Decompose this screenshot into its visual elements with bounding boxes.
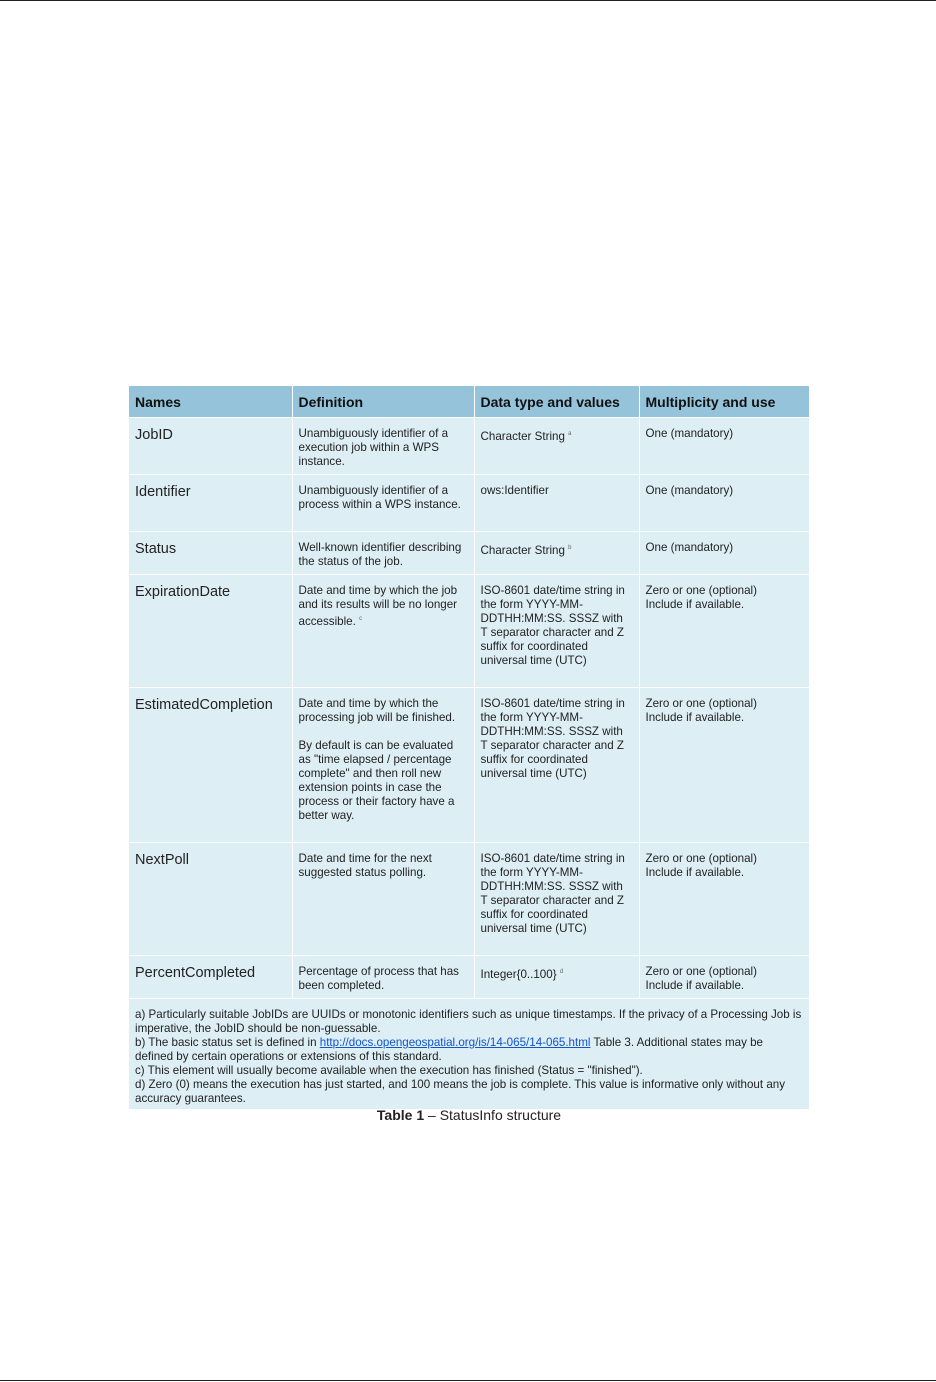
table-notes [129,999,809,1110]
datatype-text: Character String [480,544,565,557]
table-row [129,532,809,575]
page-bottom-rule [0,1380,936,1381]
row-datatype: ISO-8601 date/time string in the form YYYY-MM-DDTHH:MM:SS. SSSZ with T separator character and Z suffix for coordinated universal time (UTC) [474,575,639,688]
row-datatype [474,532,639,575]
row-definition: Percentage of process that has been completed. [292,956,474,999]
datatype-text: Integer{0..100} [480,968,557,981]
page-top-rule [0,0,936,1]
table-row [129,956,809,999]
row-name: NextPoll [129,843,292,956]
row-datatype: ows:Identifier [474,475,639,532]
row-datatype: ISO-8601 date/time string in the form YYYY-MM-DDTHH:MM:SS. SSSZ with T separator character and Z suffix for coordinated universal time (UTC) [474,688,639,843]
row-definition [292,575,474,688]
definition-extra: By default is can be evaluated as "time elapsed / percentage complete" and then roll new extension points in case the process or their factory have a better way. [298,739,455,822]
multiplicity-text: Zero or one (optional) [645,697,757,710]
table-row [129,843,809,956]
caption-label: Table 1 [376,1107,425,1123]
note-b-prefix: b) The basic status set is defined in [135,1036,317,1049]
row-multiplicity: One (mandatory) [639,532,809,575]
footnote-ref: c [359,616,363,622]
footnote-ref: d [559,969,564,975]
note-c: c) This element will usually become available when the execution has finished (Status = "finished"). [135,1064,643,1077]
row-datatype [474,956,639,999]
header-data-type: Data type and values [474,386,639,418]
caption-text: StatusInfo structure [439,1107,562,1123]
table-row [129,475,809,532]
note-b [135,1036,803,1064]
row-definition [292,688,474,843]
definition-text: Date and time by which the processing job will be finished. [298,697,456,724]
row-name: ExpirationDate [129,575,292,688]
multiplicity-note: Include if available. [645,866,745,879]
multiplicity-text: Zero or one (optional) [645,584,757,597]
table-caption [129,1107,809,1123]
row-name: Identifier [129,475,292,532]
row-name: JobID [129,418,292,475]
row-multiplicity: One (mandatory) [639,475,809,532]
definition-text: Date and time by which the job and its results will be no longer accessible. [298,584,458,628]
table-row [129,575,809,688]
datatype-text: Character String [480,430,565,443]
status-info-table [129,386,809,1109]
row-multiplicity: One (mandatory) [639,418,809,475]
row-name: PercentCompleted [129,956,292,999]
footnote-ref: b [568,545,572,551]
note-a: a) Particularly suitable JobIDs are UUIDs or monotonic identifiers such as unique timestamps. If the privacy of a Processing Job is imperative, the JobID should be non-guessable. [135,1008,802,1035]
row-definition: Date and time for the next suggested status polling. [292,843,474,956]
row-name: EstimatedCompletion [129,688,292,843]
header-names: Names [129,386,292,418]
header-multiplicity: Multiplicity and use [639,386,809,418]
note-b-link[interactable]: http://docs.opengeospatial.org/is/14-065/14-065.html [319,1036,591,1049]
note-b-suffix: Table 3. Additional states may be defined by certain operations or extensions of this standard. [135,1036,763,1063]
table-header-row [129,386,809,418]
table-notes-row [129,999,809,1110]
table-row [129,688,809,843]
multiplicity-note: Include if available. [645,979,745,992]
row-datatype [474,418,639,475]
row-multiplicity [639,843,809,956]
row-datatype: ISO-8601 date/time string in the form YYYY-MM-DDTHH:MM:SS. SSSZ with T separator character and Z suffix for coordinated universal time (UTC) [474,843,639,956]
multiplicity-note: Include if available. [645,711,745,724]
row-multiplicity [639,956,809,999]
footnote-ref: a [568,431,572,437]
row-multiplicity [639,688,809,843]
caption-dash: – [424,1107,440,1123]
row-multiplicity [639,575,809,688]
note-d: d) Zero (0) means the execution has just started, and 100 means the job is complete. This value is informative only without any accuracy guarantees. [135,1078,786,1105]
row-name: Status [129,532,292,575]
multiplicity-note: Include if available. [645,598,745,611]
table-row [129,418,809,475]
multiplicity-text: Zero or one (optional) [645,965,757,978]
row-definition: Unambiguously identifier of a process within a WPS instance. [292,475,474,532]
row-definition: Well-known identifier describing the status of the job. [292,532,474,575]
row-definition: Unambiguously identifier of a execution job within a WPS instance. [292,418,474,475]
header-definition: Definition [292,386,474,418]
multiplicity-text: Zero or one (optional) [645,852,757,865]
